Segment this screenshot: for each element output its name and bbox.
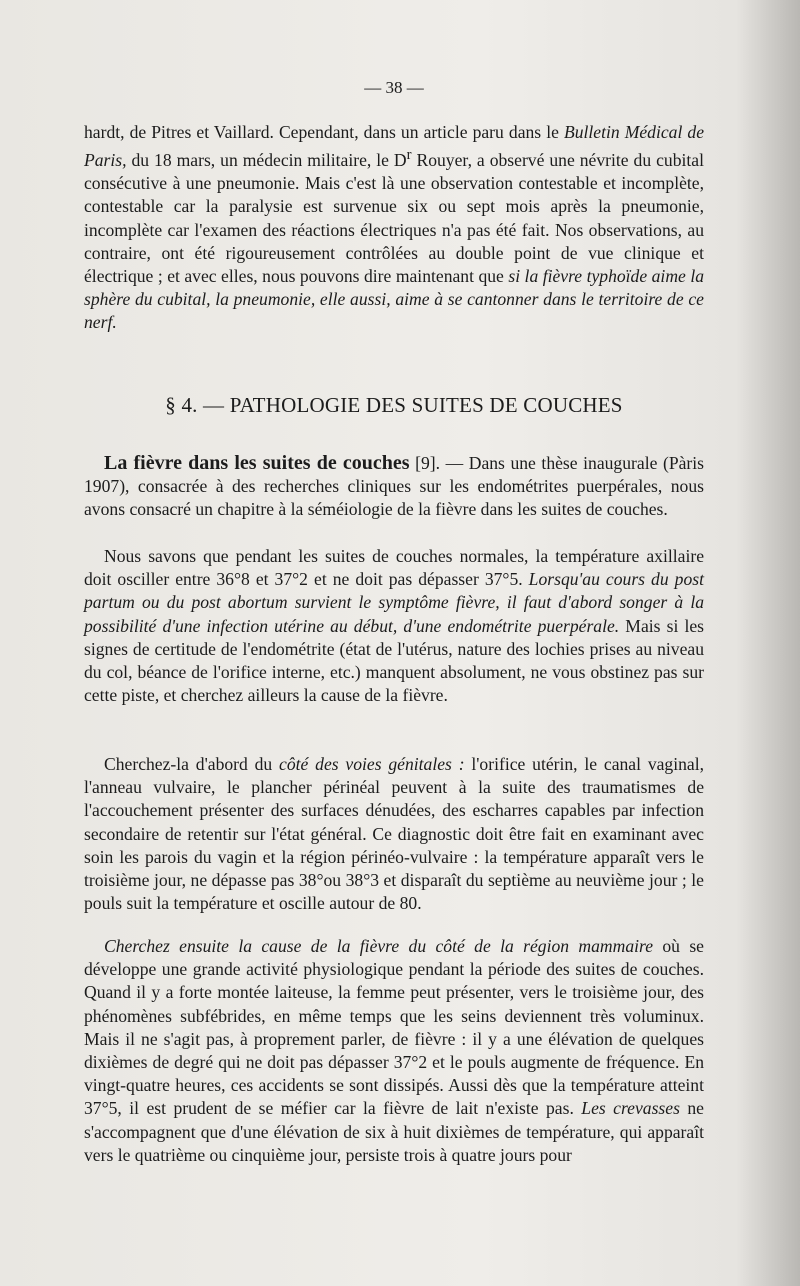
paragraph-temperature	[84, 545, 704, 707]
p5-italic2: Les crevasses	[581, 1098, 680, 1119]
runin-heading: La fièvre dans les suites de couches	[104, 452, 410, 474]
p4-text2: l'orifice utérin, le canal vaginal, l'anneau vulvaire, le plancher périnéal peuvent à la suite des traumatismes de l'accouchement présenter des surfaces dénudées, des escharres capables par infection secondaire de retentir sur l'état général. Ce diagnostic doit être fait en examinant avec soin les parois du vagin et la région périnéo-vulvaire : la température apparaît vers le troisième jour, ne dépasse pas 38°ou 38°3 et disparaît du septième au neuvième jour ; le pouls suit la température et oscille autour de 80.	[84, 754, 705, 914]
p1-italic-conclusion: si la fièvre typhoïde aime la sphère du cubital, la pneumonie, elle aussi, aime à se cantonner dans le territoire de ce nerf.	[84, 266, 704, 333]
p4-text1: Cherchez-la d'abord du	[104, 754, 280, 774]
paragraph-continuation	[84, 121, 704, 335]
paragraph-genital	[84, 753, 704, 915]
paragraph-mammary	[84, 935, 704, 1167]
section-heading: § 4. — PATHOLOGIE DES SUITES DE COUCHES	[165, 393, 623, 417]
p5-text2: ne s'accompagnent que d'une élévation de six à huit dixièmes de température, qui apparaît vers le quatrième ou cinquième jour, persiste trois à quatre jours pour	[84, 1098, 704, 1165]
reference-mark: [9]. —	[409, 453, 464, 473]
p2-text: Dans une thèse inaugurale (Pàris 1907), consacrée à des recherches cliniques sur les endométrites puerpérales, nous avons consacré un chapitre à la séméiologie de la fièvre dans les suites de couches.	[84, 453, 705, 520]
page-number: — 38 —	[364, 78, 424, 97]
p3-text1: Nous savons que pendant les suites de couches normales, la température axillaire doit osciller entre 36°8 et 37°2 et ne doit pas dépasser 37°5.	[84, 546, 704, 590]
p1-text1: hardt, de Pitres et Vaillard. Cependant, dans un article paru dans le	[84, 122, 564, 142]
p1-text3: Rouyer, a observé une névrite du cubital consécutive à une pneumonie. Mais c'est là une observation contestable et incomplète, contestable car la paralysie est survenue six ou sept mois après la pneumonie, incomplète car l'examen des réactions électriques n'a pas été fait. Nos observations, au contraire, ont été rigoureusement contrôlées au double point de vue clinique et électrique ; et avec elles, nous pouvons dire maintenant que	[84, 150, 704, 287]
paragraph-fever-intro	[84, 452, 704, 522]
p3-italic: Lorsqu'au cours du post partum ou du post abortum survient le symptôme fièvre, il faut d'abord songer à la possibilité d'une infection utérine au début, d'une endométrite puerpérale.	[84, 569, 704, 636]
p1-text2: du 18 mars, un médecin militaire, le D	[126, 150, 407, 171]
p4-italic: côté des voies génitales :	[279, 754, 465, 774]
journal-title: Bulletin Médical de Paris,	[84, 122, 705, 171]
p5-text1: où se développe une grande activité physiologique pendant la période des suites de couches. Quand il y a forte montée laiteuse, la femme peut présenter, vers le troisième jour, des phénomènes subfébrides, en même temps que les seins deviennent très voluminux. Mais il ne s'agit pas, à proprement parler, de fièvre : il y a une élévation de quelques dixièmes de degré qui ne doit pas dépasser 37°2 et le pouls augmente de fréquence. En vingt-quatre heures, ces accidents se sont dissipés. Aussi dès que la température atteint 37°5, il est prudent de se méfier car la fièvre de lait n'existe pas.	[84, 936, 704, 1119]
doctor-superscript: r	[406, 147, 412, 164]
p3-text2: Mais si les signes de certitude de l'endométrite (état de l'utérus, nature des lochies prises au niveau du col, béance de l'orifice interne, etc.) manquent absolument, ne vous obstinez pas sur cette piste, et cherchez ailleurs la cause de la fièvre.	[84, 615, 704, 706]
p5-italic1: Cherchez ensuite la cause de la fièvre du côté de la région mammaire	[104, 936, 654, 956]
